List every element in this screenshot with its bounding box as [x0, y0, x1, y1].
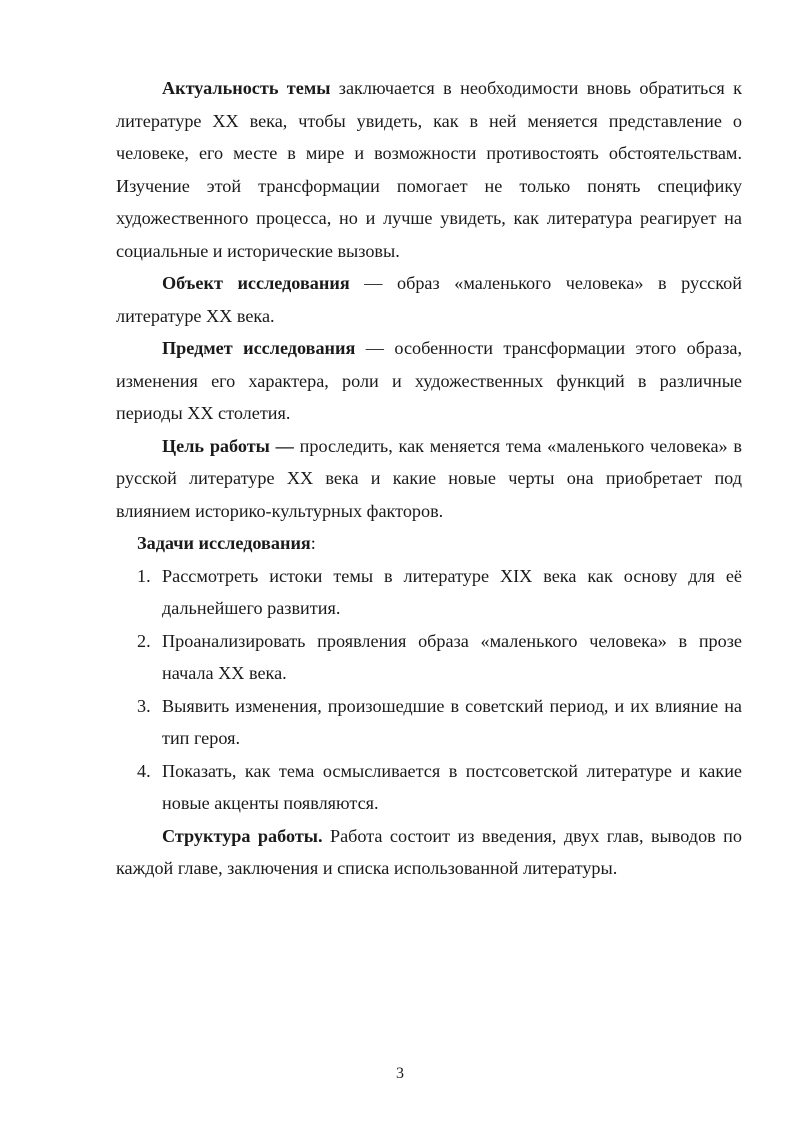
subject-heading: Предмет исследования: [162, 338, 356, 358]
list-item-number: 4.: [137, 760, 151, 781]
subject-paragraph: [116, 332, 742, 430]
relevance-text: заключается в необходимости вновь обратиться к литературе XX века, чтобы увидеть, как в ней меняется представление о человеке, его месте в мире и возможности противостоять обстоятельствам. Изучение этой трансформации помогает не только понять специфику художественного процесса, но и лучше увидеть, как литература реагирует на социальные и исторические вызовы.: [116, 78, 742, 261]
list-item-number: 2.: [137, 630, 151, 651]
list-item-text: Проанализировать проявления образа «маленького человека» в прозе начала XX века.: [162, 630, 742, 683]
goal-text: проследить, как меняется тема «маленького человека» в русской литературе XX века и какие новые черты она приобретает под влиянием историко-культурных факторов.: [116, 435, 742, 521]
list-item-number: 1.: [137, 565, 151, 586]
list-item-text: Показать, как тема осмысливается в постсоветской литературе и какие новые акценты появляются.: [162, 760, 742, 813]
goal-heading: Цель работы —: [162, 435, 294, 456]
object-heading: Объект исследования: [162, 273, 350, 293]
tasks-heading: Задачи исследования: [137, 533, 311, 553]
goal-paragraph: [116, 430, 742, 528]
list-item: [116, 690, 742, 755]
tasks-list: [116, 560, 742, 820]
structure-paragraph: [116, 820, 742, 885]
relevance-paragraph: [116, 72, 742, 267]
list-item: [116, 755, 742, 820]
object-paragraph: [116, 267, 742, 332]
object-text: — образ «маленького человека» в русской литературе XX века.: [116, 273, 742, 326]
list-item: [116, 625, 742, 690]
list-item-number: 3.: [137, 695, 151, 716]
page-number: 3: [396, 1065, 404, 1082]
list-item-text: Рассмотреть истоки темы в литературе XIX века как основу для её дальнейшего развития.: [162, 565, 742, 618]
structure-text: Работа состоит из введения, двух глав, выводов по каждой главе, заключения и списка использованной литературы.: [116, 825, 742, 878]
tasks-heading-colon: :: [310, 533, 316, 553]
tasks-heading-line: [116, 527, 742, 560]
list-item-text: Выявить изменения, произошедшие в советский период, и их влияние на тип героя.: [162, 695, 742, 748]
relevance-heading: Актуальность темы: [162, 78, 331, 98]
structure-heading: Структура работы.: [162, 825, 323, 846]
page-content: [116, 72, 742, 885]
subject-text: — особенности трансформации этого образа, изменения его характера, роли и художественных функций в различные периоды XX столетия.: [116, 338, 743, 423]
list-item: [116, 560, 742, 625]
